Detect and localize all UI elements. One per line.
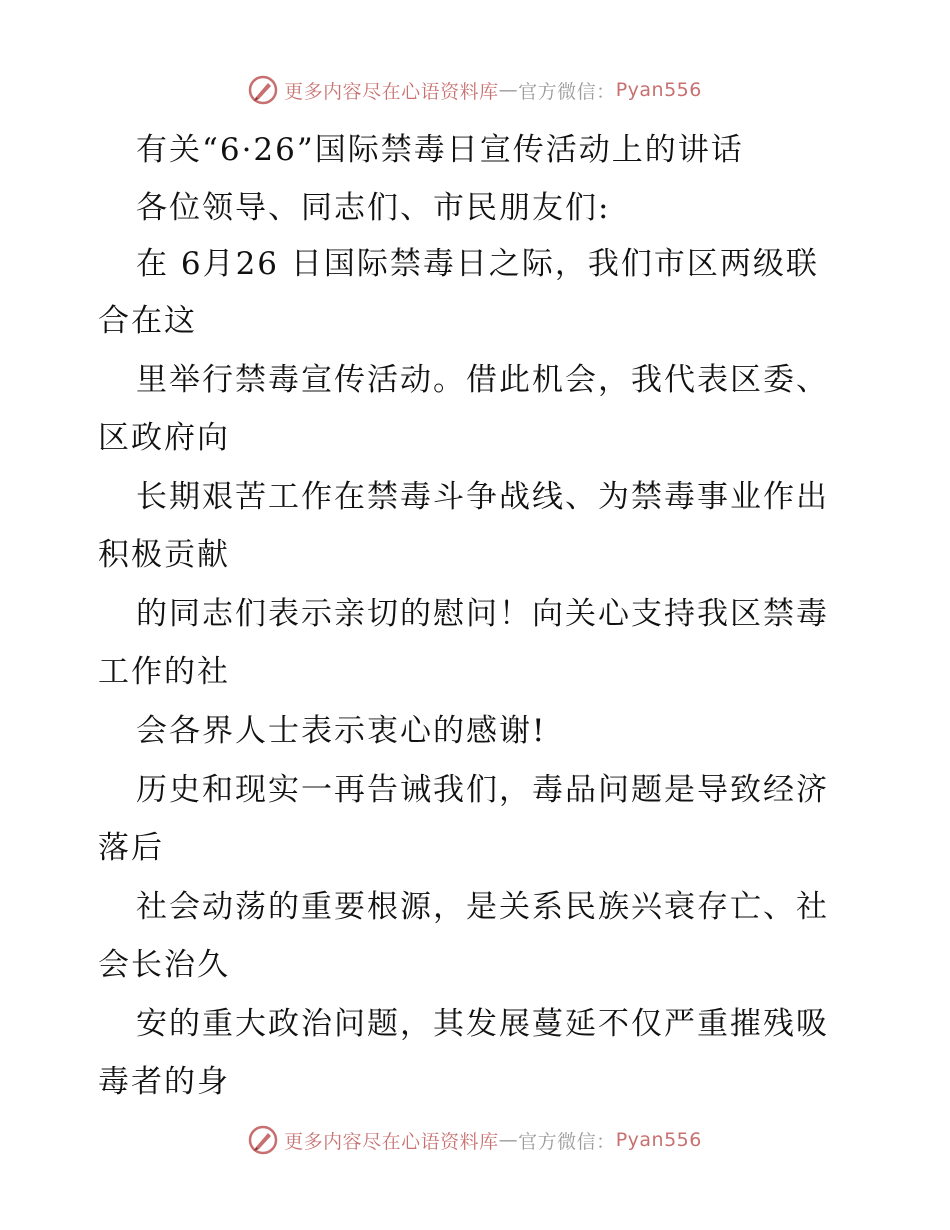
body-line: 合在这 (98, 303, 197, 339)
body-line: 长期艰苦工作在禁毒斗争战线、为禁毒事业作出 (136, 479, 829, 515)
body-line: 区政府向 (98, 420, 230, 456)
body-line: 会长治久 (98, 947, 230, 983)
body-line: 的同志们表示亲切的慰问！向关心支持我区禁毒 (136, 596, 829, 632)
footer-wechat-id: Pyan556 (615, 1129, 702, 1151)
body-line: 工作的社 (98, 654, 230, 690)
body-line: 毒者的身 (98, 1064, 230, 1100)
header-dash: — (498, 79, 519, 101)
pen-logo-icon (248, 1125, 278, 1155)
body-line: 历史和现实一再告诫我们，毒品问题是导致经济 (136, 772, 829, 808)
body-line: 落后 (98, 830, 164, 866)
footer-brand-text: 更多内容尽在心语资料库 (284, 1130, 499, 1153)
footer-wechat-label: 官方微信： (518, 1130, 616, 1153)
body-line: 安的重大政治问题，其发展蔓延不仅严重摧残吸 (136, 1006, 829, 1042)
body-line: 里举行禁毒宣传活动。借此机会，我代表区委、 (136, 362, 829, 398)
body-line: 社会动荡的重要根源，是关系民族兴衰存亡、社 (136, 889, 829, 925)
footer-banner (0, 1120, 950, 1160)
footer-dash: — (498, 1129, 519, 1151)
body-line: 积极贡献 (98, 537, 230, 573)
body-line: 在 6月26 日国际禁毒日之际，我们市区两级联 (136, 246, 819, 282)
header-banner (0, 70, 950, 110)
body-line: 会各界人士表示衷心的感谢! (136, 713, 547, 749)
document-title: 有关“6·26”国际禁毒日宣传活动上的讲话 (136, 132, 744, 168)
salutation: 各位领导、同志们、市民朋友们: (136, 190, 611, 226)
header-wechat-label: 官方微信： (518, 80, 616, 103)
pen-logo-icon (248, 75, 278, 105)
header-wechat-id: Pyan556 (615, 79, 702, 101)
header-brand-text: 更多内容尽在心语资料库 (284, 80, 499, 103)
